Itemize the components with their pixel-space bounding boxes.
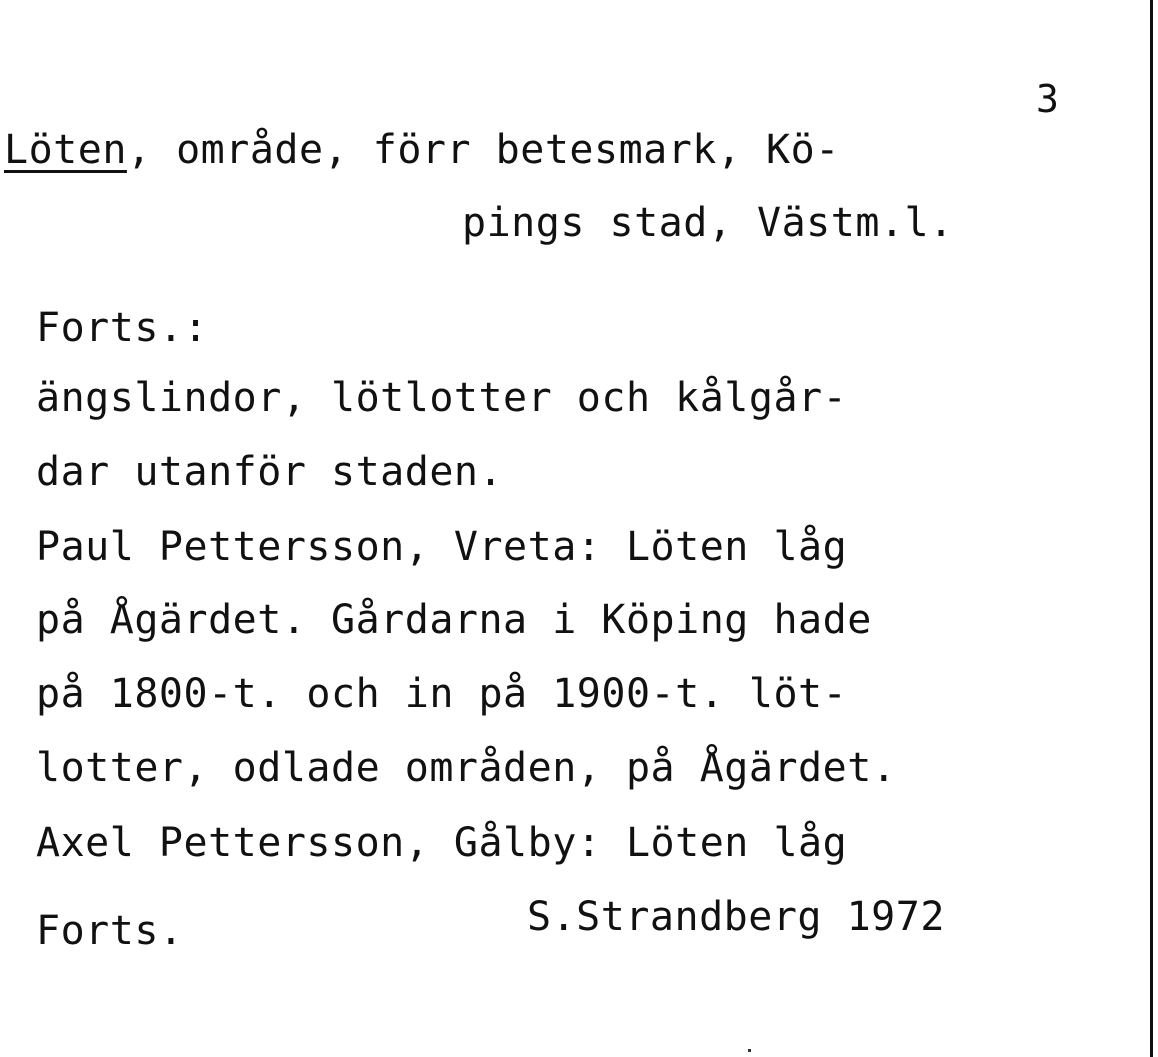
signature: S.Strandberg 1972: [527, 894, 945, 940]
body-line-8: Axel Pettersson, Gålby: Löten låg: [36, 820, 848, 866]
headword: Löten: [4, 127, 127, 173]
card-heading-line-2: pings stad, Västm.l.: [462, 200, 954, 246]
body-line-4: Paul Pettersson, Vreta: Löten låg: [36, 524, 848, 570]
heading-rest: , område, förr betesmark, Kö-: [126, 127, 840, 173]
body-line-5: på Ågärdet. Gårdarna i Köping hade: [36, 597, 872, 643]
page-number: 3: [1036, 77, 1060, 121]
body-line-6: på 1800-t. och in på 1900-t. löt-: [36, 671, 848, 717]
scan-speck: [748, 1049, 751, 1052]
continued-label: Forts.: [36, 908, 184, 954]
card-right-edge-line: [1150, 0, 1153, 1057]
body-line-1: Forts.:: [36, 305, 209, 351]
body-line-2: ängslindor, lötlotter och kålgår-: [36, 375, 848, 421]
card-heading-line-1: [4, 127, 840, 173]
body-line-3: dar utanför staden.: [36, 449, 504, 495]
body-line-7: lotter, odlade områden, på Ågärdet.: [36, 745, 897, 791]
